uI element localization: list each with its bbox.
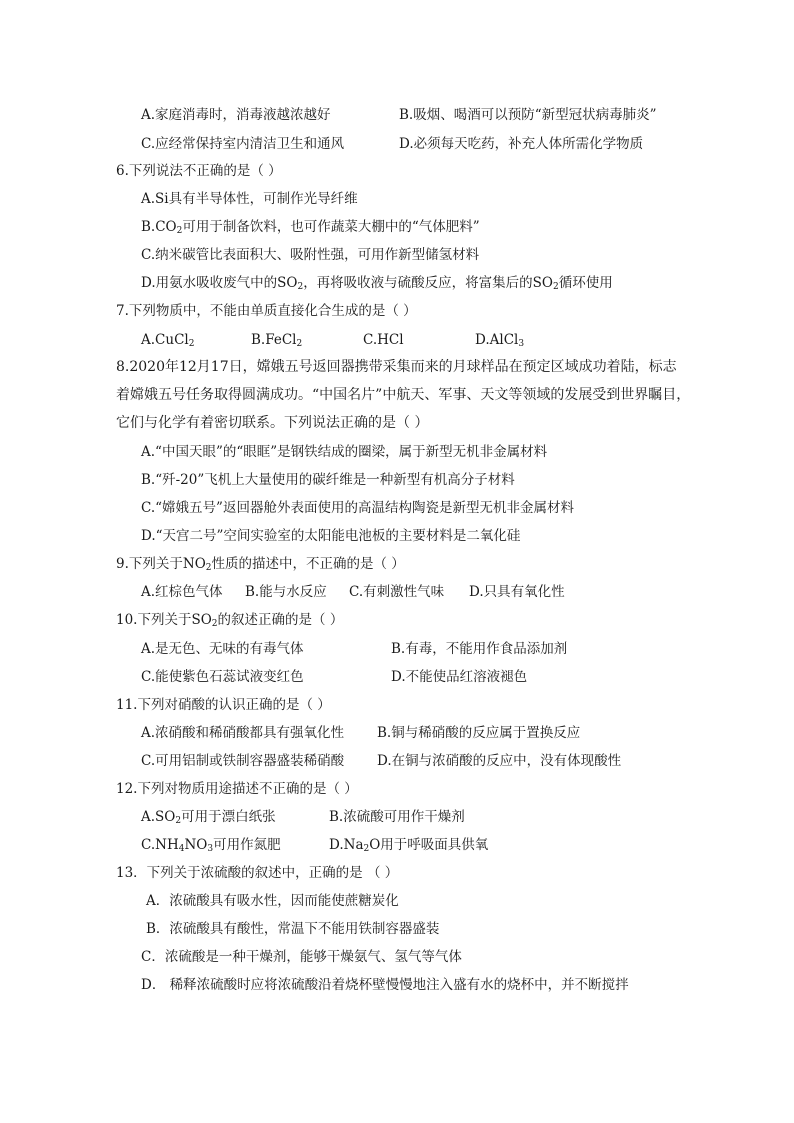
q8-stem-line-3: 它们与化学有着密切联系。下列说法正确的是（ ）	[116, 415, 429, 431]
q11-stem: 11.下列对硝酸的认识正确的是（ ）	[116, 697, 331, 713]
q6-option-d: D.用氨水吸收废气中的$SO_2$，再将吸收液与硫酸反应，将富集后的$SO_2$循环使用	[141, 275, 613, 292]
q6-option-c: C.纳米碳管比表面积大、吸附性强，可用作新型储氢材料	[141, 247, 480, 263]
q10-option-a: A.是无色、无味的有毒气体	[141, 641, 304, 657]
q10-option-b: B.有毒，不能用作食品添加剂	[391, 641, 568, 657]
q5-option-a: A.家庭消毒时，消毒液越浓越好	[141, 107, 331, 123]
q8-stem-line-1: 8.2020年12月17日，嫦娥五号返回器携带采集而来的月球样品在预定区域成功着陆，标志	[116, 359, 677, 375]
q11-option-c: C.可用铝制或铁制容器盛装稀硝酸	[141, 753, 345, 769]
q9-option-a: A.红棕色气体	[141, 584, 223, 600]
q6-option-a: A.Si具有半导体性，可制作光导纤维	[141, 191, 358, 207]
q13-option-d: D． 稀释浓硫酸时应将浓硫酸沿着烧杯壁慢慢地注入盛有水的烧杯中，并不断搅拌	[141, 977, 629, 993]
q5-option-c: C.应经常保持室内清洁卫生和通风	[141, 136, 345, 152]
q8-option-a: A.“中国天眼”的“眼眶”是钢铁结成的圈梁，属于新型无机非金属材料	[141, 444, 548, 460]
q12-option-a: $A.SO_2$可用于漂白纸张	[141, 809, 276, 826]
q12-option-d: $D.Na_2O$用于呼吸面具供氧	[329, 837, 489, 854]
q13-stem: 13．下列关于浓硫酸的叙述中，正确的是 （ ）	[116, 865, 399, 881]
q8-option-b: B.“歼-20”飞机上大量使用的碳纤维是一种新型有机高分子材料	[141, 472, 515, 488]
q11-option-a: A.浓硝酸和稀硝酸都具有强氧化性	[141, 725, 345, 741]
q10-option-c: C.能使紫色石蕊试液变红色	[141, 669, 304, 685]
q12-option-c: $C.NH_4NO_3$可用作氮肥	[141, 837, 281, 854]
q8-stem-line-2: 着嫦娥五号任务取得圆满成功。“中国名片”中航天、军事、天文等领域的发展受到世界瞩目，	[116, 387, 691, 403]
q9-option-b: B.能与水反应	[245, 584, 327, 600]
q9-stem: 9.下列关于$NO_2$性质的描述中，不正确的是（ ）	[116, 556, 405, 573]
q7-option-a: A.CuCl$_2$	[141, 332, 195, 349]
q7-option-b: B.FeCl$_2$	[251, 332, 303, 349]
q12-option-b: B.浓硫酸可用作干燥剂	[329, 809, 465, 825]
q6-option-b: $B.CO_2$可用于制备饮料，也可作蔬菜大棚中的“气体肥料”	[141, 219, 480, 236]
q13-option-c: C．浓硫酸是一种干燥剂，能够干燥氨气、氢气等气体	[141, 949, 462, 965]
q7-option-c: C.HCl	[363, 332, 404, 348]
q5-option-b: B.吸烟、喝酒可以预防“新型冠状病毒肺炎”	[399, 107, 657, 123]
q10-option-d: D.不能使品红溶液褪色	[391, 669, 528, 685]
q13-option-b: B．浓硫酸具有酸性，常温下不能用铁制容器盛装	[146, 921, 440, 937]
q12-stem: 12.下列对物质用途描述不正确的是（ ）	[116, 781, 358, 797]
q10-stem: 10.下列关于$SO_2$的叙述正确的是（ ）	[116, 612, 344, 629]
q9-option-d: D.只具有氧化性	[469, 584, 565, 600]
q9-option-c: C.有刺激性气味	[349, 584, 445, 600]
q7-stem: 7.下列物质中，不能由单质直接化合生成的是（ ）	[116, 303, 417, 319]
q8-option-c: C.“嫦娥五号”返回器舱外表面使用的高温结构陶瓷是新型无机非金属材料	[141, 500, 574, 516]
q11-option-b: B.铜与稀硝酸的反应属于置换反应	[377, 725, 581, 741]
q5-option-d: D.必须每天吃药，补充人体所需化学物质	[399, 136, 644, 152]
q8-option-d: D.“天宫二号”空间实验室的太阳能电池板的主要材料是二氧化硅	[141, 528, 521, 544]
q7-option-d: D.AlCl$_3$	[475, 332, 525, 349]
q13-option-a: A．浓硫酸具有吸水性，因而能使蔗糖炭化	[146, 893, 399, 909]
q11-option-d: D.在铜与浓硝酸的反应中，没有体现酸性	[377, 753, 622, 769]
q6-stem: 6.下列说法不正确的是（ ）	[116, 163, 282, 179]
